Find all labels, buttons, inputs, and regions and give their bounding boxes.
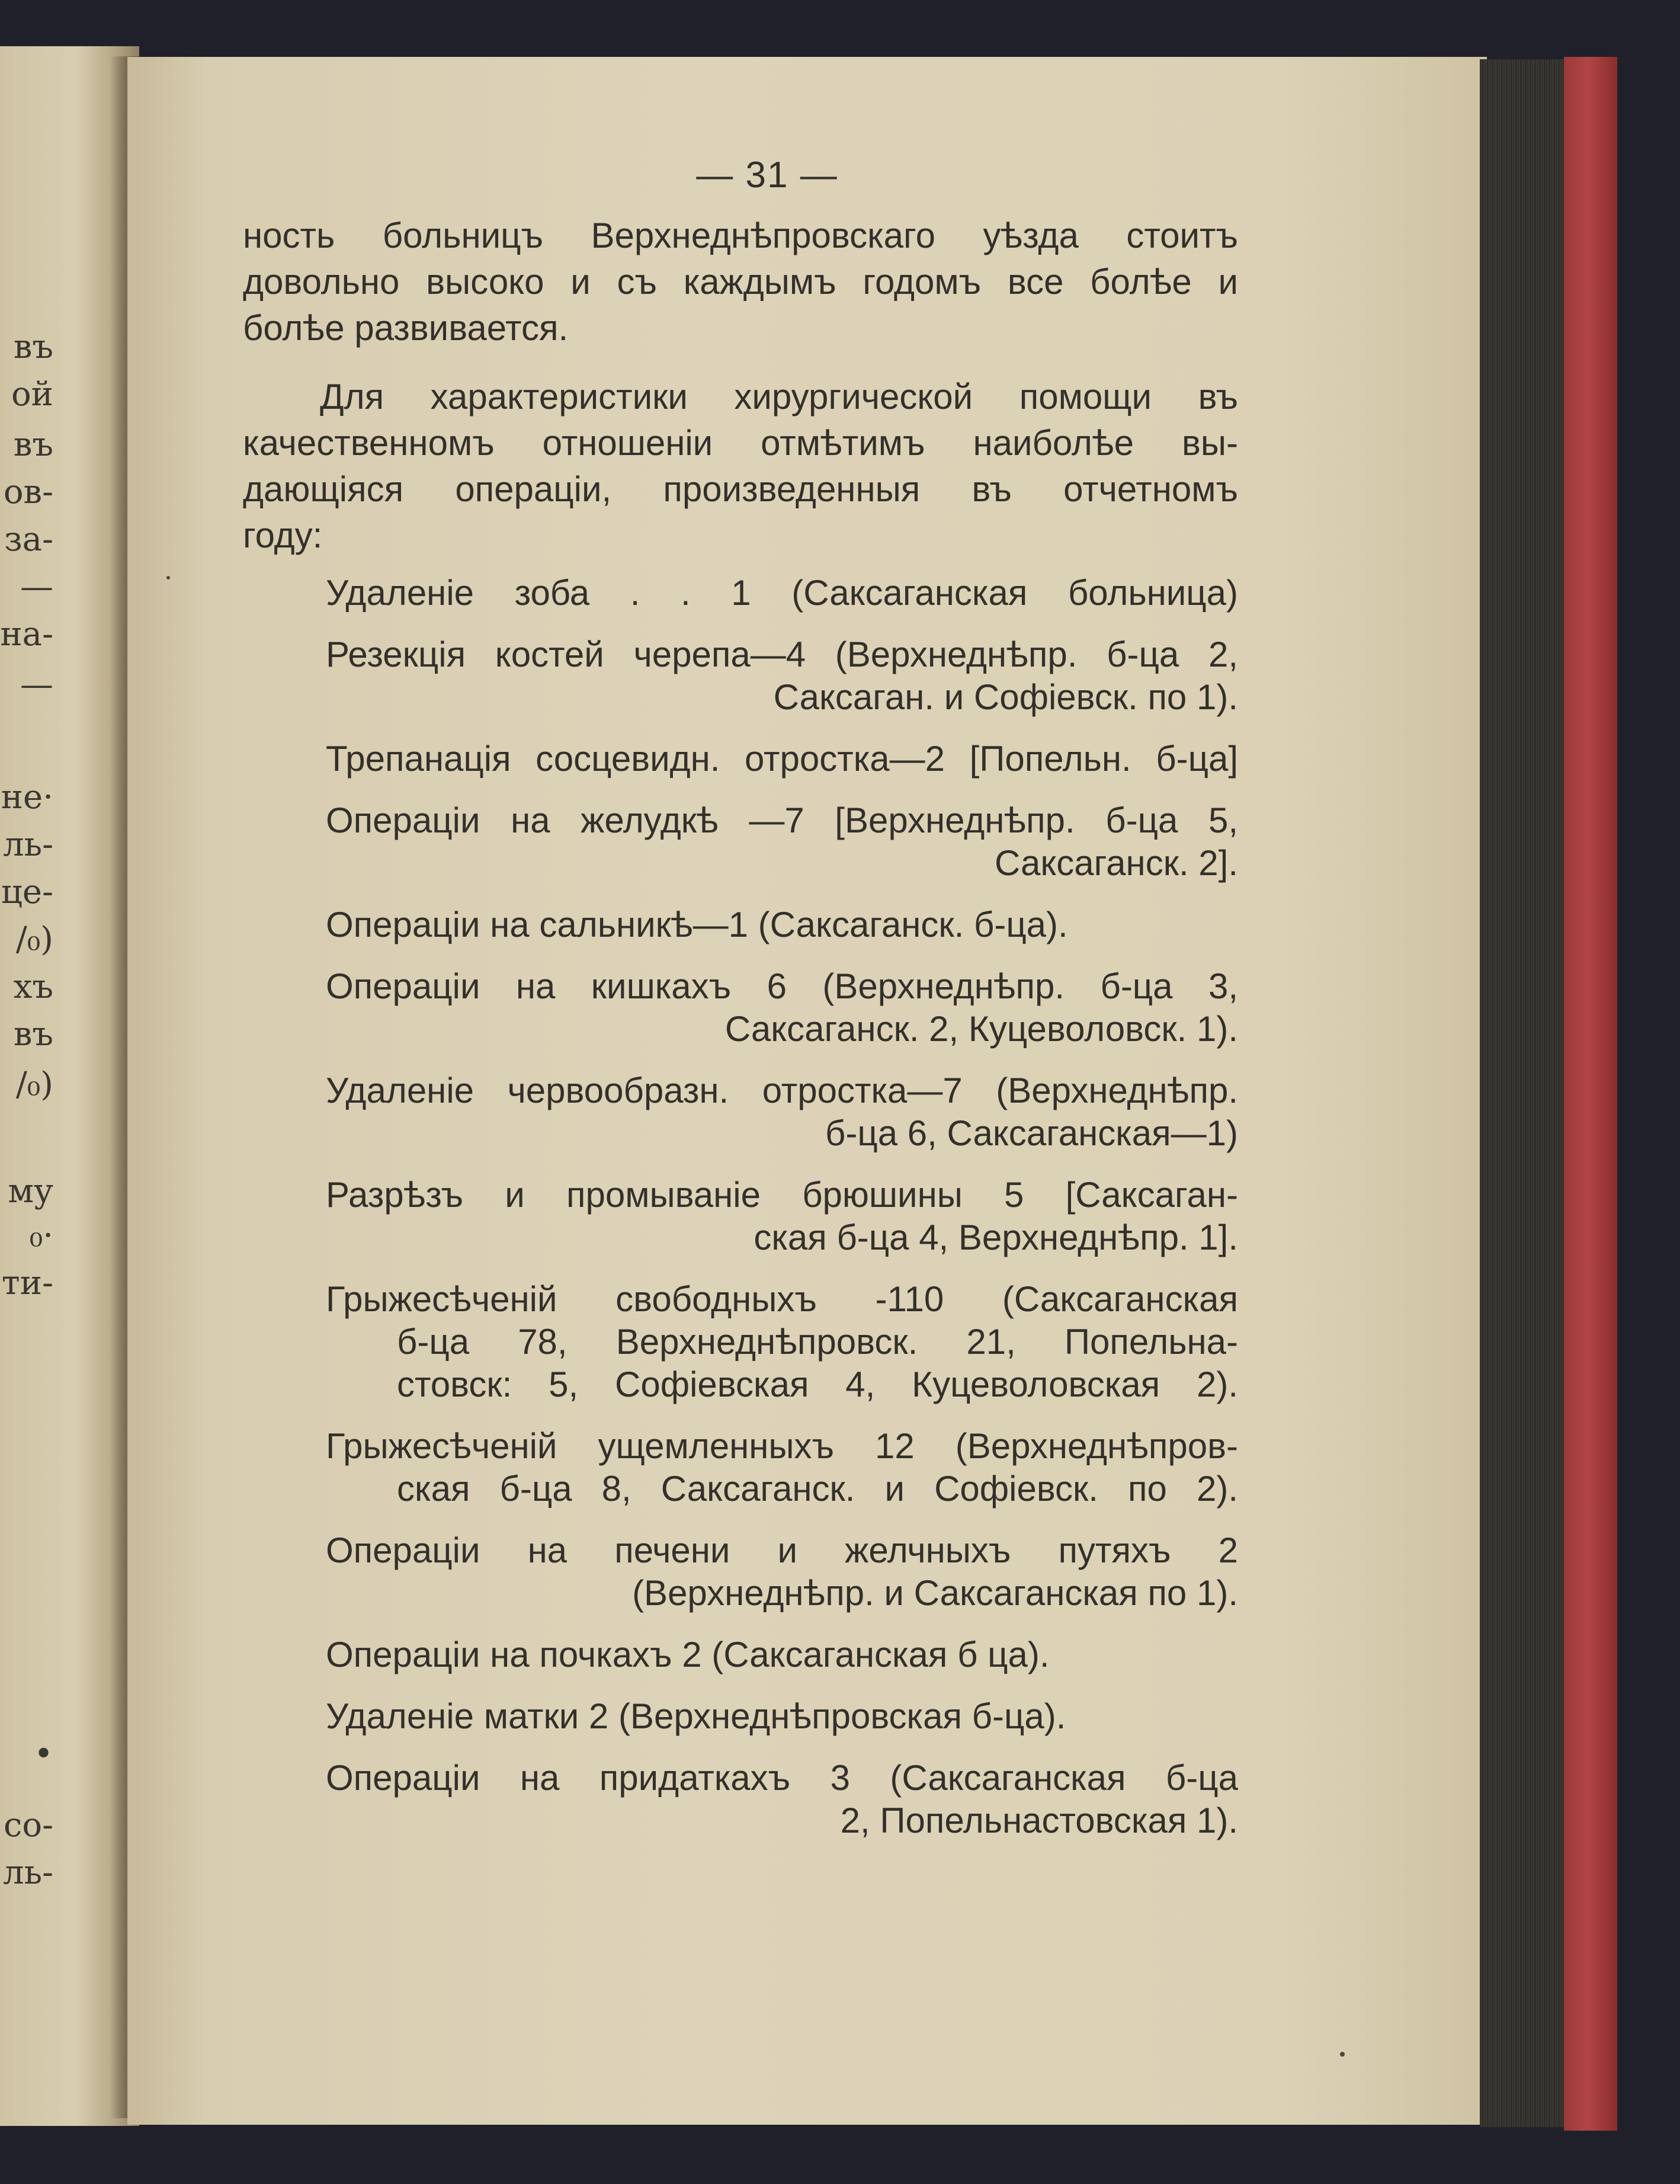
operation-entry (243, 1174, 1238, 1259)
left-fragment: це- (1, 873, 53, 911)
left-fragment: ₀· (29, 1216, 53, 1255)
operation-entry (243, 572, 1238, 614)
operation-entry (243, 1278, 1238, 1406)
left-fragment: за- (4, 520, 53, 559)
operation-line: ская б-ца 4, Верхнеднѣпр. 1]. (754, 1218, 1238, 1257)
operations-list (243, 572, 1238, 1842)
left-fragment: хъ (13, 968, 53, 1006)
left-fragment: му (8, 1172, 53, 1211)
operation-line: Саксаганск. 2]. (994, 843, 1238, 883)
left-fragment: ов- (3, 473, 53, 511)
operation-line: Грыжесѣченій свободныхъ -110 (Саксаганская (326, 1279, 1238, 1319)
paragraph-characteristics (243, 374, 1238, 559)
paper-speck (166, 576, 170, 579)
operation-entry (243, 1634, 1238, 1676)
operation-entry (243, 1069, 1238, 1155)
operation-line: Операціи на печени и желчныхъ путяхъ 2 (326, 1530, 1238, 1570)
operation-entry (243, 738, 1238, 780)
page-number: — 31 — (696, 155, 838, 196)
operation-line: Резекція костей черепа—4 (Верхнеднѣпр. б-ца 2, (326, 635, 1238, 674)
left-fragment: ль- (3, 825, 53, 864)
paper-speck (1340, 2052, 1345, 2057)
left-fragment: — (20, 665, 53, 704)
operation-line: ская б-ца 8, Саксаганск. и Софіевск. по 2). (397, 1469, 1238, 1509)
text-line: году: (243, 515, 323, 555)
text-line: болѣе развивается. (243, 308, 569, 348)
operation-entry (243, 1695, 1238, 1738)
operation-line: Операціи на придаткахъ 3 (Саксаганская б-ца (326, 1758, 1238, 1798)
operation-line: Саксаганск. 2, Куцеволовск. 1). (724, 1009, 1238, 1049)
left-fragment: /₀) (15, 920, 53, 959)
left-fragment: со- (4, 1806, 53, 1844)
left-fragment: не· (1, 778, 53, 816)
operation-entry (243, 1757, 1238, 1842)
left-fragment: ти- (1, 1264, 53, 1302)
left-fragment: ль- (3, 1853, 53, 1892)
operation-line: Операціи на желудкѣ —7 [Верхнеднѣпр. б-ца 5, (326, 800, 1238, 840)
operation-line: б-ца 6, Саксаганская—1) (825, 1113, 1238, 1153)
left-fragment: въ (13, 1015, 53, 1053)
operation-line: (Верхнеднѣпр. и Саксаганская по 1). (632, 1573, 1238, 1613)
operation-line: Операціи на почкахъ 2 (Саксаганская б ца). (326, 1635, 1050, 1674)
operation-entry (243, 1529, 1238, 1615)
operation-line: Удаленіе зоба . . 1 (Саксаганская больница) (326, 573, 1238, 613)
text-line: довольно высоко и съ каждымъ годомъ все болѣе и (243, 262, 1238, 302)
text-line: дающіяся операціи, произведенныя въ отчетномъ (243, 469, 1238, 509)
operation-entry (243, 633, 1238, 719)
operation-line: Трепанація сосцевидн. отростка—2 [Попельн. б-ца] (326, 739, 1238, 779)
left-fragment: — (20, 568, 53, 606)
operation-line: Разрѣзъ и промываніе брюшины 5 [Саксаган- (326, 1175, 1238, 1215)
operation-line: Грыжесѣченій ущемленныхъ 12 (Верхнеднѣпров- (326, 1426, 1238, 1466)
operation-line: Удаленіе матки 2 (Верхнеднѣпровская б-ца). (326, 1696, 1066, 1736)
left-fragment: въ (13, 328, 53, 366)
operation-entry (243, 799, 1238, 885)
page-text (243, 154, 1238, 1861)
book-page-edges (1480, 59, 1569, 2127)
operation-line: Саксаган. и Софіевск. по 1). (773, 677, 1238, 717)
text-line: ность больницъ Верхнеднѣпровскаго уѣзда стоитъ (243, 216, 1238, 255)
operation-entry (243, 965, 1238, 1051)
text-line: качественномъ отношеніи отмѣтимъ наиболѣе вы- (243, 423, 1238, 463)
left-fragment: /₀) (15, 1065, 53, 1104)
left-fragment: ой (11, 375, 53, 414)
operation-line: Операціи на кишкахъ 6 (Верхнеднѣпр. б-ца 3, (326, 966, 1238, 1006)
operation-line: 2, Попельнастовская 1). (840, 1801, 1238, 1840)
left-fragment: на- (0, 615, 53, 654)
operation-line: Операціи на сальникѣ—1 (Саксаганск. б-ца). (326, 905, 1068, 944)
text-line: Для характеристики хирургической помощи въ (320, 377, 1238, 417)
operation-line: б-ца 78, Верхнеднѣпровск. 21, Попельна- (397, 1322, 1238, 1362)
operation-entry (243, 904, 1238, 946)
left-fragment: въ (13, 425, 53, 464)
book-cover-edge (1564, 57, 1617, 2131)
operation-line: Удаленіе червообразн. отростка—7 (Верхнеднѣпр. (326, 1071, 1238, 1110)
operation-line: стовск: 5, Софіевская 4, Куцеволовская 2). (397, 1365, 1238, 1404)
paragraph-intro (243, 213, 1238, 351)
operation-entry (243, 1425, 1238, 1510)
left-fragment: • (33, 1735, 53, 1773)
